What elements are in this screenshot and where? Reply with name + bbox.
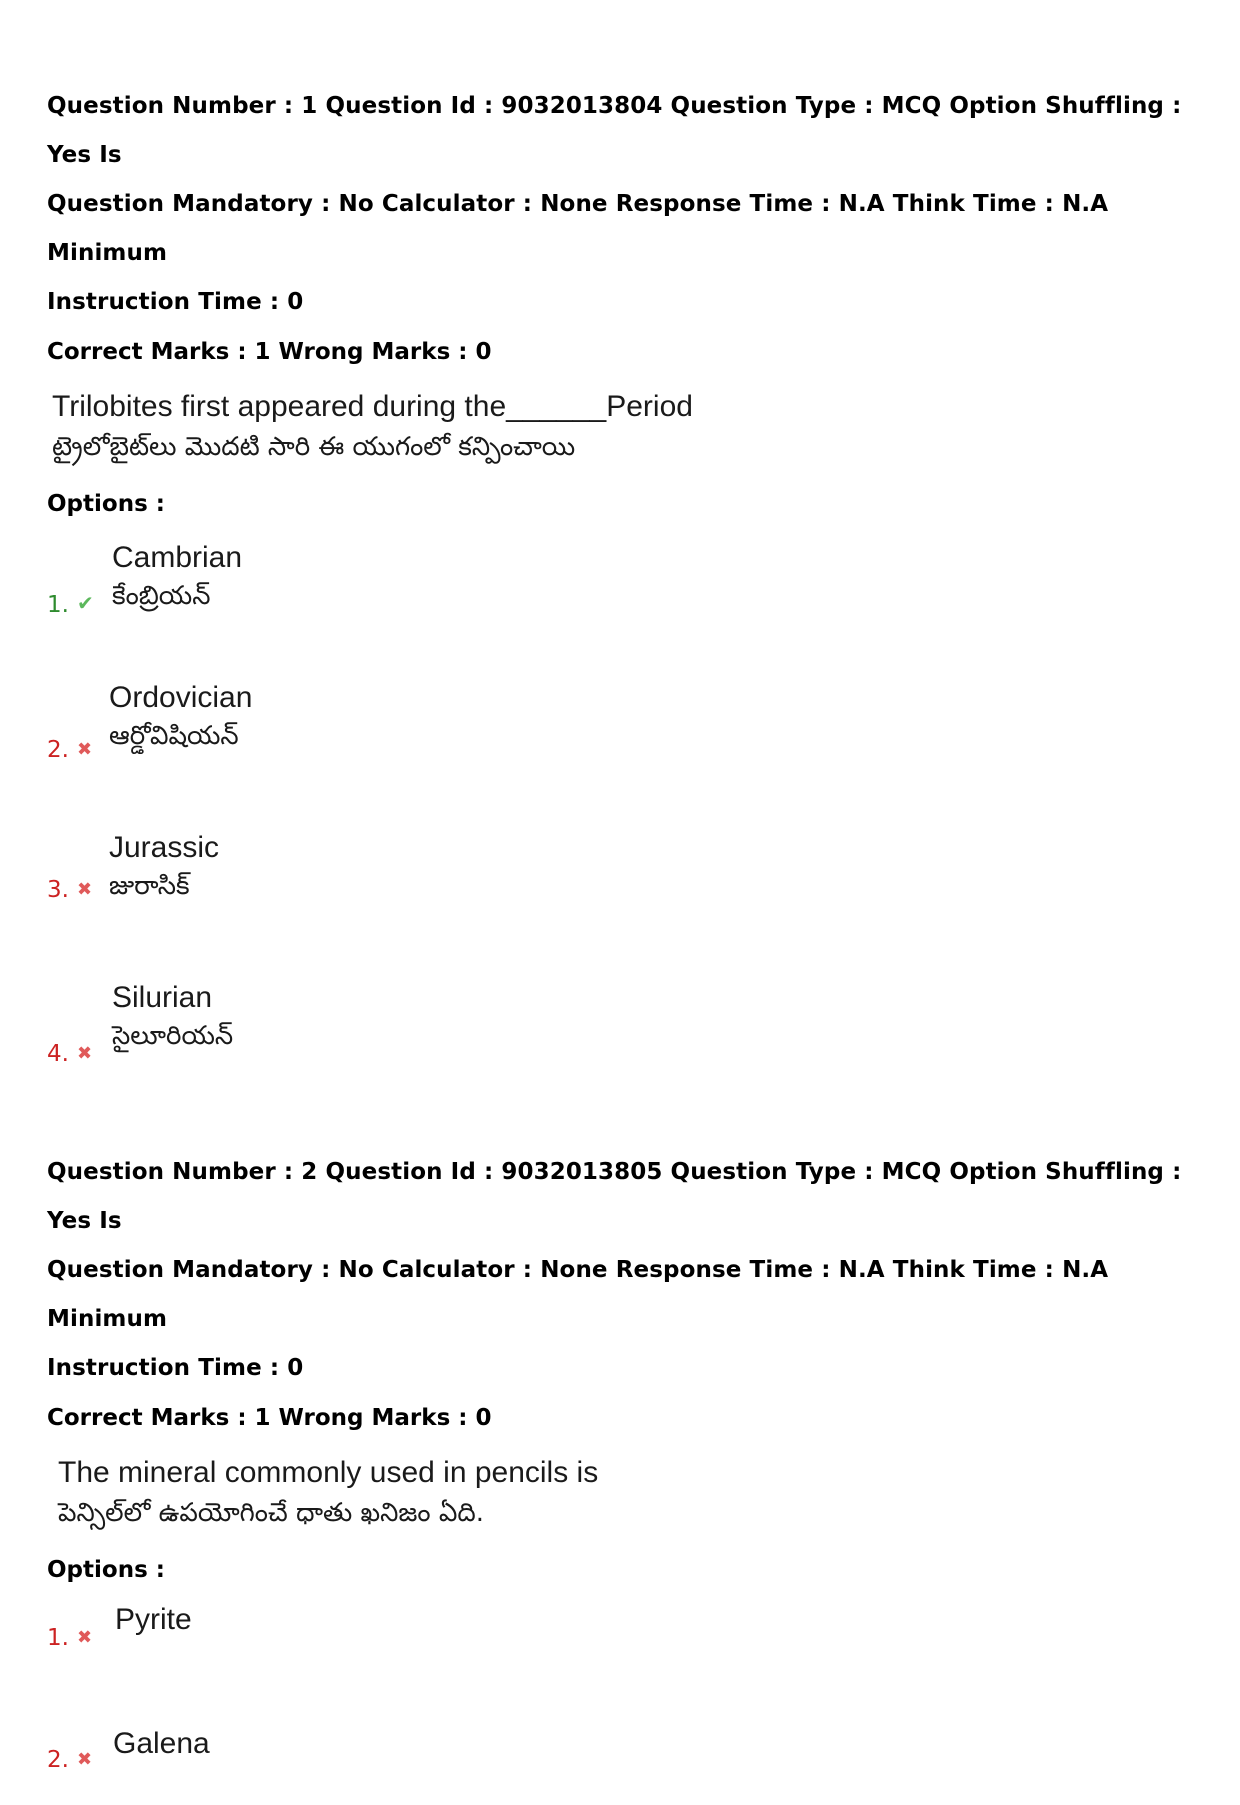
check-icon: ✔	[76, 591, 94, 615]
option-number-label: 2.	[47, 1747, 69, 1773]
cross-icon: ✖	[76, 739, 93, 760]
option-text-en: Jurassic	[109, 831, 220, 864]
option-text-en: Silurian	[112, 981, 213, 1014]
option-4[interactable]	[47, 979, 1207, 1129]
option-number	[47, 877, 92, 903]
question-block-1	[47, 82, 1207, 1129]
question-meta	[47, 1148, 1207, 1393]
option-number	[47, 591, 94, 618]
question-text-en: Trilobites first appeared during the______Period	[52, 390, 693, 423]
question-text-te: పెన్సిల్‌లో ఉపయోగించే ధాతు ఖనిజం ఏది.	[58, 1498, 484, 1528]
option-text-te: జురాసిక్	[109, 871, 190, 901]
marks-line: Correct Marks : 1 Wrong Marks : 0	[47, 339, 492, 365]
question-text-en: The mineral commonly used in pencils is	[58, 1456, 599, 1489]
option-number-label: 1.	[47, 1625, 69, 1651]
option-1[interactable]	[47, 529, 1207, 679]
option-2[interactable]	[47, 1725, 1207, 1805]
option-text	[115, 1601, 192, 1639]
meta-line: Instruction Time : 0	[47, 1355, 304, 1381]
option-text-en: Pyrite	[115, 1603, 192, 1636]
option-number	[47, 737, 92, 763]
question-block-2	[47, 1148, 1207, 1805]
option-number	[47, 1747, 92, 1773]
option-number	[47, 1625, 92, 1651]
option-number-label: 1.	[47, 592, 69, 618]
option-text	[112, 539, 242, 615]
options-label: Options :	[47, 1557, 165, 1583]
cross-icon: ✖	[76, 1043, 93, 1064]
option-text	[113, 1725, 210, 1763]
option-3[interactable]	[47, 829, 1207, 979]
meta-line: Question Number : 1 Question Id : 9032013804 Question Type : MCQ Option Shuffling : Yes Is	[47, 93, 1182, 168]
option-text	[109, 679, 252, 755]
question-meta	[47, 82, 1207, 327]
option-text-te: సైలూరియన్	[112, 1021, 234, 1051]
meta-line: Question Mandatory : No Calculator : None Response Time : N.A Think Time : N.A Minimum	[47, 1257, 1109, 1332]
option-number	[47, 1041, 92, 1067]
option-2[interactable]	[47, 679, 1207, 829]
option-number-label: 2.	[47, 737, 69, 763]
meta-line: Question Mandatory : No Calculator : None Response Time : N.A Think Time : N.A Minimum	[47, 191, 1109, 266]
meta-line: Question Number : 2 Question Id : 9032013805 Question Type : MCQ Option Shuffling : Yes Is	[47, 1159, 1182, 1234]
option-text-en: Cambrian	[112, 541, 243, 574]
question-text-te: ట్రైలోబైట్‌లు మొదటి సారి ఈ యుగంలో కన్పించాయి	[52, 432, 576, 462]
option-text	[109, 829, 219, 905]
option-1[interactable]	[47, 1601, 1207, 1725]
option-text-te: కేంబ్రియన్	[112, 581, 211, 611]
option-number-label: 4.	[47, 1041, 69, 1067]
cross-icon: ✖	[76, 1627, 93, 1648]
options-label: Options :	[47, 491, 165, 517]
option-text	[112, 979, 233, 1055]
cross-icon: ✖	[76, 879, 93, 900]
cross-icon: ✖	[76, 1749, 93, 1770]
question-text	[52, 387, 1207, 467]
question-text	[58, 1453, 1207, 1533]
option-number-label: 3.	[47, 877, 69, 903]
option-text-en: Galena	[113, 1727, 210, 1760]
meta-line: Instruction Time : 0	[47, 289, 304, 315]
marks-line: Correct Marks : 1 Wrong Marks : 0	[47, 1405, 492, 1431]
option-text-en: Ordovician	[109, 681, 253, 714]
option-text-te: ఆర్డోవిషియన్	[109, 721, 239, 751]
